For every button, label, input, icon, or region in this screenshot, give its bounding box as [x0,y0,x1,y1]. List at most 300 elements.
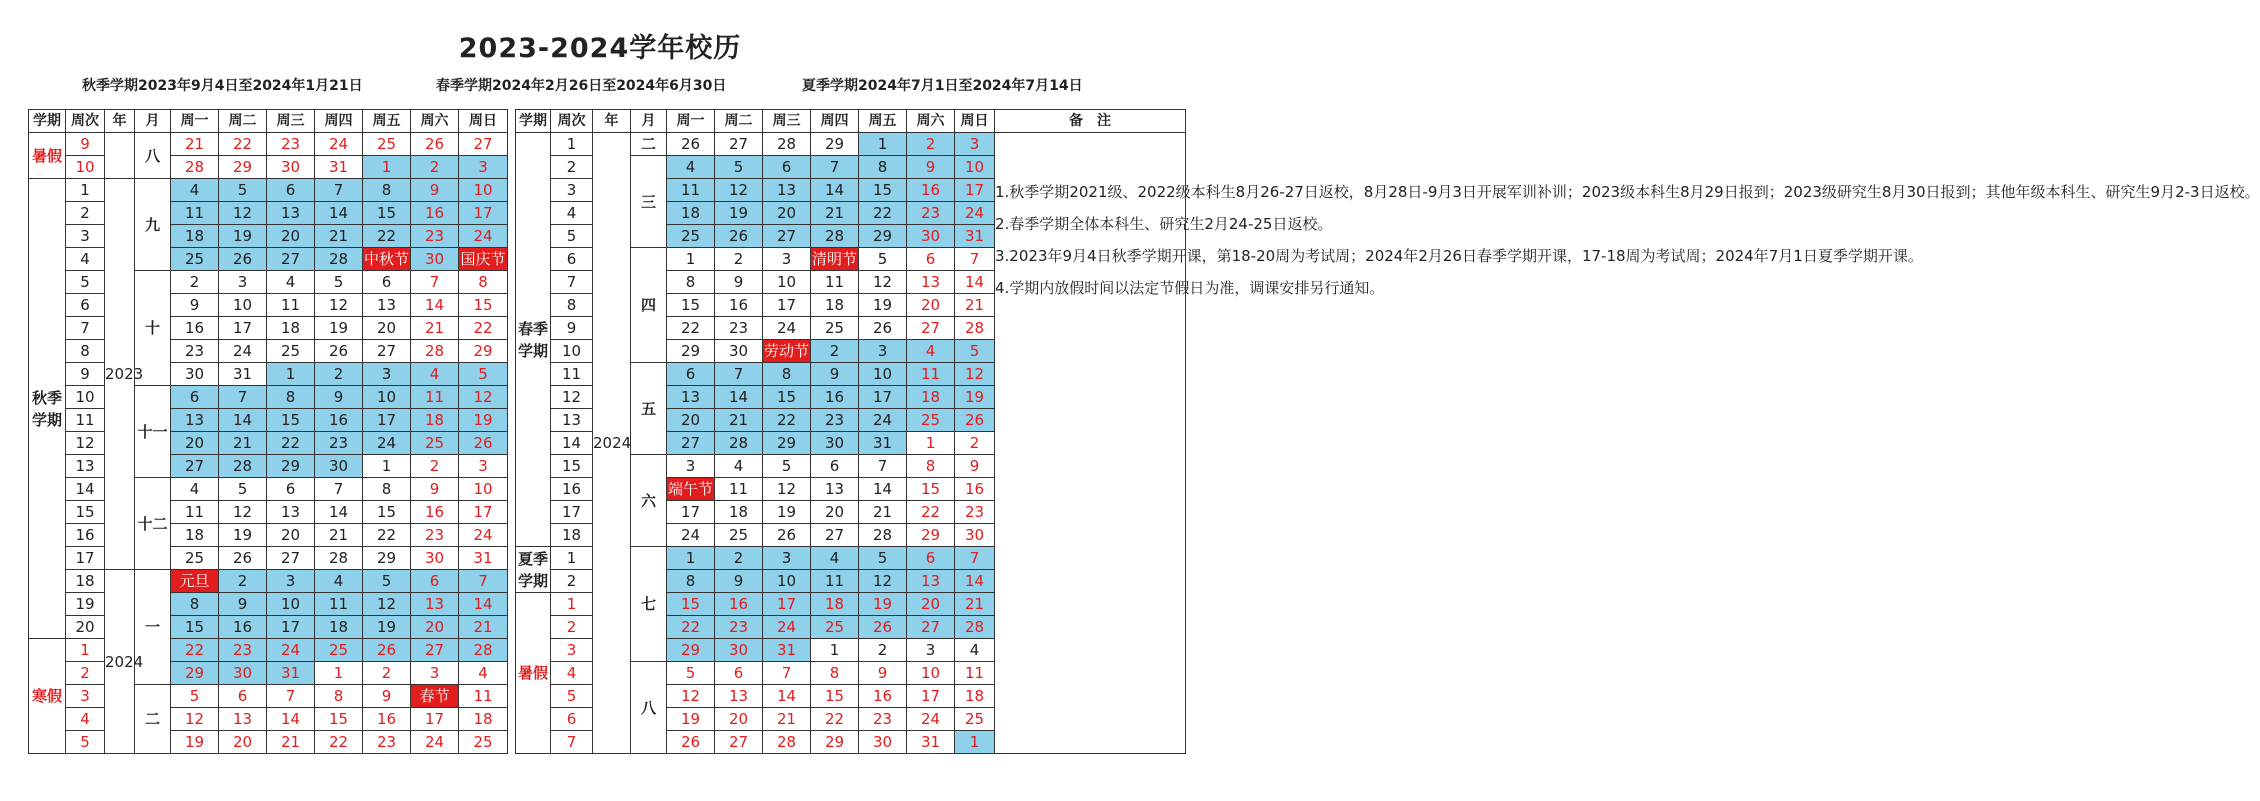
day-cell: 12 [219,202,267,225]
day-cell: 28 [955,616,995,639]
day-cell: 24 [907,708,955,731]
day-cell: 7 [267,685,315,708]
day-cell: 27 [763,225,811,248]
column-header: 周次 [66,110,105,133]
day-cell: 29 [811,731,859,754]
day-cell: 10 [907,662,955,685]
week-row [29,156,508,179]
week-number: 13 [551,409,593,432]
day-cell: 27 [715,731,763,754]
day-cell: 3 [955,133,995,156]
day-cell: 14 [715,386,763,409]
day-cell: 6 [411,570,459,593]
day-cell: 30 [219,662,267,685]
day-cell: 4 [459,662,508,685]
week-row [29,524,508,547]
day-cell: 20 [267,524,315,547]
day-cell: 31 [219,363,267,386]
day-cell: 25 [811,616,859,639]
week-number: 3 [66,225,105,248]
day-cell: 30 [811,432,859,455]
day-cell: 24 [219,340,267,363]
column-header: 学期 [516,110,551,133]
day-cell: 5 [363,570,411,593]
day-cell: 19 [219,225,267,248]
month-label: 十 [135,271,171,386]
day-cell: 8 [315,685,363,708]
day-cell: 8 [459,271,508,294]
month-label: 二 [631,133,667,156]
day-cell: 2 [411,156,459,179]
day-cell: 22 [859,202,907,225]
day-cell: 28 [171,156,219,179]
day-cell: 17 [667,501,715,524]
day-cell: 9 [363,685,411,708]
day-cell: 25 [171,248,219,271]
day-cell: 14 [315,501,363,524]
day-cell: 17 [955,179,995,202]
week-number: 10 [66,386,105,409]
week-row [29,363,508,386]
day-cell: 6 [715,662,763,685]
week-number: 6 [66,294,105,317]
week-row [29,616,508,639]
day-cell: 16 [907,179,955,202]
day-cell: 15 [363,501,411,524]
day-cell: 21 [219,432,267,455]
day-cell: 23 [219,639,267,662]
day-cell: 2 [411,455,459,478]
month-label: 五 [631,363,667,455]
day-cell: 23 [411,524,459,547]
day-cell: 13 [267,501,315,524]
day-cell: 12 [955,363,995,386]
week-number: 2 [66,202,105,225]
day-cell: 3 [459,455,508,478]
day-cell: 2 [715,248,763,271]
day-cell: 2 [955,432,995,455]
month-label: 四 [631,248,667,363]
day-cell: 10 [459,478,508,501]
holiday-cell: 劳动节 [763,340,811,363]
day-cell: 26 [667,731,715,754]
week-number: 15 [66,501,105,524]
day-cell: 14 [955,570,995,593]
day-cell: 27 [267,547,315,570]
day-cell: 17 [219,317,267,340]
day-cell: 13 [667,386,715,409]
day-cell: 23 [715,317,763,340]
week-number: 8 [66,340,105,363]
day-cell: 8 [267,386,315,409]
day-cell: 19 [955,386,995,409]
day-cell: 8 [811,662,859,685]
day-cell: 15 [907,478,955,501]
day-cell: 22 [315,731,363,754]
day-cell: 3 [267,570,315,593]
month-label: 六 [631,455,667,547]
day-cell: 26 [667,133,715,156]
day-cell: 30 [859,731,907,754]
day-cell: 2 [171,271,219,294]
day-cell: 14 [859,478,907,501]
day-cell: 30 [411,547,459,570]
day-cell: 7 [219,386,267,409]
day-cell: 14 [315,202,363,225]
column-header: 周次 [551,110,593,133]
column-header: 周六 [907,110,955,133]
day-cell: 27 [171,455,219,478]
day-cell: 15 [763,386,811,409]
year-label: 2024 [593,133,631,754]
day-cell: 21 [811,202,859,225]
holiday-cell: 清明节 [811,248,859,271]
day-cell: 20 [219,731,267,754]
day-cell: 20 [267,225,315,248]
day-cell: 28 [315,248,363,271]
week-number: 3 [551,179,593,202]
day-cell: 25 [171,547,219,570]
day-cell: 23 [859,708,907,731]
day-cell: 24 [763,317,811,340]
column-header: 周二 [219,110,267,133]
calendar-table-left [28,109,508,754]
day-cell: 7 [955,547,995,570]
day-cell: 8 [859,156,907,179]
day-cell: 17 [859,386,907,409]
day-cell: 25 [955,708,995,731]
day-cell: 1 [907,432,955,455]
week-number: 9 [66,133,105,156]
day-cell: 10 [763,271,811,294]
day-cell: 20 [667,409,715,432]
day-cell: 6 [907,248,955,271]
day-cell: 5 [859,547,907,570]
day-cell: 24 [667,524,715,547]
day-cell: 19 [667,708,715,731]
day-cell: 7 [763,662,811,685]
week-number: 5 [66,731,105,754]
day-cell: 12 [171,708,219,731]
day-cell: 15 [667,294,715,317]
term-label: 暑假 [29,133,66,179]
year-label: 2024 [105,570,135,754]
autumn-term-dates: 秋季学期2023年9月4日至2024年1月21日 [82,78,363,94]
day-cell: 12 [715,179,763,202]
day-cell: 30 [715,639,763,662]
day-cell: 19 [219,524,267,547]
day-cell: 10 [267,593,315,616]
day-cell: 27 [715,133,763,156]
day-cell: 15 [667,593,715,616]
day-cell: 10 [859,363,907,386]
day-cell: 6 [763,156,811,179]
week-row [29,731,508,754]
month-label: 八 [135,133,171,179]
day-cell: 30 [955,524,995,547]
week-number: 6 [551,248,593,271]
month-label: 九 [135,179,171,271]
day-cell: 5 [667,662,715,685]
day-cell: 28 [763,731,811,754]
day-cell: 6 [267,179,315,202]
day-cell: 12 [763,478,811,501]
day-cell: 27 [907,616,955,639]
week-row [29,202,508,225]
day-cell: 31 [907,731,955,754]
day-cell: 12 [315,294,363,317]
day-cell: 21 [411,317,459,340]
day-cell: 3 [859,340,907,363]
day-cell: 10 [363,386,411,409]
day-cell: 25 [907,409,955,432]
day-cell: 30 [171,363,219,386]
week-number: 11 [66,409,105,432]
week-number: 2 [551,570,593,593]
day-cell: 4 [267,271,315,294]
day-cell: 7 [315,179,363,202]
week-number: 1 [551,547,593,570]
day-cell: 23 [907,202,955,225]
week-number: 15 [551,455,593,478]
week-row [29,501,508,524]
day-cell: 17 [763,294,811,317]
day-cell: 19 [315,317,363,340]
day-cell: 3 [459,156,508,179]
day-cell: 19 [715,202,763,225]
day-cell: 7 [411,271,459,294]
day-cell: 29 [667,639,715,662]
day-cell: 29 [811,133,859,156]
day-cell: 9 [411,478,459,501]
day-cell: 17 [411,708,459,731]
day-cell: 24 [267,639,315,662]
day-cell: 16 [411,501,459,524]
day-cell: 18 [411,409,459,432]
day-cell: 18 [907,386,955,409]
day-cell: 12 [667,685,715,708]
column-header: 周三 [763,110,811,133]
column-header: 周六 [411,110,459,133]
term-label: 寒假 [29,639,66,754]
day-cell: 29 [667,340,715,363]
day-cell: 9 [715,271,763,294]
day-cell: 25 [459,731,508,754]
day-cell: 25 [315,639,363,662]
week-number: 17 [551,501,593,524]
day-cell: 16 [315,409,363,432]
day-cell: 21 [715,409,763,432]
day-cell: 3 [763,248,811,271]
day-cell: 18 [955,685,995,708]
day-cell: 8 [907,455,955,478]
day-cell: 22 [811,708,859,731]
day-cell: 22 [667,616,715,639]
column-header: 周四 [315,110,363,133]
day-cell: 28 [955,317,995,340]
month-label: 二 [135,685,171,754]
week-row [29,478,508,501]
day-cell: 21 [763,708,811,731]
week-number: 5 [551,685,593,708]
summer-term-dates: 夏季学期2024年7月1日至2024年7月14日 [802,78,1083,94]
week-number: 2 [551,156,593,179]
column-header: 周五 [363,110,411,133]
week-number: 11 [551,363,593,386]
day-cell: 21 [171,133,219,156]
week-number: 9 [551,317,593,340]
day-cell: 4 [315,570,363,593]
day-cell: 28 [459,639,508,662]
day-cell: 12 [859,570,907,593]
day-cell: 29 [907,524,955,547]
column-header: 月 [135,110,171,133]
day-cell: 11 [667,179,715,202]
day-cell: 3 [363,363,411,386]
week-number: 3 [551,639,593,662]
day-cell: 4 [171,179,219,202]
day-cell: 14 [411,294,459,317]
day-cell: 20 [907,294,955,317]
year-label [105,133,135,179]
day-cell: 13 [907,271,955,294]
week-row [29,225,508,248]
day-cell: 16 [811,386,859,409]
week-number: 16 [551,478,593,501]
week-row [29,593,508,616]
day-cell: 11 [315,593,363,616]
day-cell: 11 [171,202,219,225]
day-cell: 9 [715,570,763,593]
day-cell: 3 [907,639,955,662]
day-cell: 13 [363,294,411,317]
day-cell: 9 [955,455,995,478]
day-cell: 11 [171,501,219,524]
week-number: 1 [66,179,105,202]
day-cell: 15 [459,294,508,317]
week-number: 18 [66,570,105,593]
day-cell: 18 [171,524,219,547]
term-label: 春季学期 [516,133,551,547]
day-cell: 22 [219,133,267,156]
week-number: 19 [66,593,105,616]
day-cell: 3 [763,547,811,570]
day-cell: 27 [907,317,955,340]
day-cell: 2 [315,363,363,386]
day-cell: 2 [363,662,411,685]
day-cell: 4 [955,639,995,662]
day-cell: 26 [315,340,363,363]
day-cell: 17 [459,202,508,225]
day-cell: 1 [667,547,715,570]
day-cell: 11 [811,570,859,593]
day-cell: 20 [411,616,459,639]
day-cell: 6 [907,547,955,570]
day-cell: 5 [315,271,363,294]
day-cell: 24 [459,524,508,547]
note-text: 1.秋季学期2021级、2022级本科生8月26-27日返校，8月28日-9月3日开展军训补训；2023级本科生8月29日报到；2023级研究生8月30日报到；其他年级本科生、研究生9月2-3日返校。 [995,183,2260,201]
week-row [29,179,508,202]
day-cell: 24 [363,432,411,455]
day-cell: 31 [315,156,363,179]
day-cell: 25 [267,340,315,363]
week-number: 2 [66,662,105,685]
day-cell: 23 [171,340,219,363]
day-cell: 23 [715,616,763,639]
week-row [29,708,508,731]
day-cell: 7 [955,248,995,271]
week-number: 10 [66,156,105,179]
week-number: 12 [66,432,105,455]
day-cell: 26 [955,409,995,432]
day-cell: 17 [267,616,315,639]
day-cell: 1 [955,731,995,754]
week-number: 12 [551,386,593,409]
day-cell: 22 [459,317,508,340]
day-cell: 10 [219,294,267,317]
column-header: 学期 [29,110,66,133]
day-cell: 11 [811,271,859,294]
day-cell: 13 [811,478,859,501]
month-label: 十二 [135,478,171,570]
day-cell: 20 [763,202,811,225]
day-cell: 7 [715,363,763,386]
day-cell: 13 [267,202,315,225]
day-cell: 11 [267,294,315,317]
week-number: 2 [551,616,593,639]
week-number: 7 [551,271,593,294]
month-label: 一 [135,570,171,685]
day-cell: 8 [667,570,715,593]
day-cell: 5 [219,179,267,202]
day-cell: 6 [171,386,219,409]
day-cell: 1 [667,248,715,271]
column-header: 周日 [955,110,995,133]
day-cell: 14 [955,271,995,294]
day-cell: 13 [715,685,763,708]
day-cell: 17 [459,501,508,524]
day-cell: 28 [811,225,859,248]
month-label: 十一 [135,386,171,478]
day-cell: 30 [907,225,955,248]
day-cell: 16 [859,685,907,708]
day-cell: 21 [859,501,907,524]
day-cell: 23 [955,501,995,524]
day-cell: 11 [411,386,459,409]
day-cell: 12 [859,271,907,294]
day-cell: 1 [363,455,411,478]
day-cell: 16 [715,593,763,616]
month-label: 三 [631,156,667,248]
day-cell: 7 [459,570,508,593]
day-cell: 22 [363,225,411,248]
note-text: 4.学期内放假时间以法定节假日为准，调课安排另行通知。 [995,279,1385,297]
holiday-cell: 中秋节 [363,248,411,271]
week-row [29,409,508,432]
day-cell: 31 [459,547,508,570]
term-label: 暑假 [516,593,551,754]
day-cell: 19 [763,501,811,524]
day-cell: 9 [411,179,459,202]
day-cell: 3 [667,455,715,478]
column-header: 周一 [667,110,715,133]
day-cell: 26 [219,547,267,570]
day-cell: 9 [859,662,907,685]
day-cell: 24 [459,225,508,248]
week-row [29,432,508,455]
day-cell: 1 [811,639,859,662]
day-cell: 18 [267,317,315,340]
